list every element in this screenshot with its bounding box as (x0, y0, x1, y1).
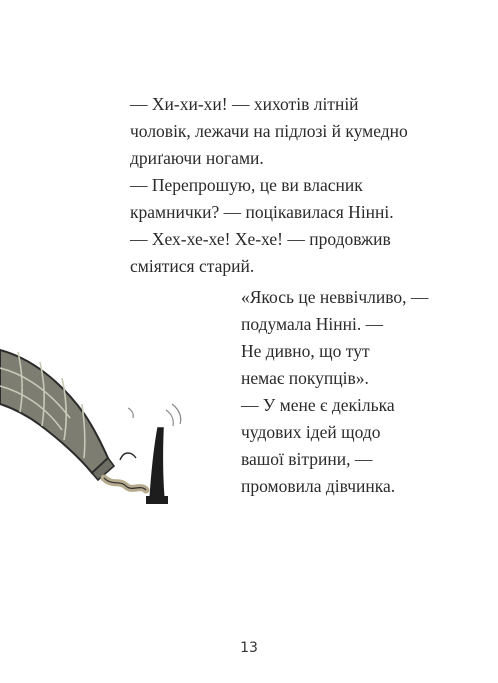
text-line: Не дивно, що тут (241, 341, 370, 361)
text-line: «Якось це неввічливо, — (241, 287, 429, 307)
page-number: 13 (240, 640, 258, 656)
text-line: подумала Нінні. — (241, 314, 384, 334)
text-line: промовила дівчинка. (241, 476, 396, 496)
trouser-leg (0, 350, 108, 473)
kicking-leg-illustration (0, 340, 200, 520)
shoe (150, 428, 164, 500)
text-line: крамнички? — поцікавилася Нінні. (130, 202, 394, 222)
text-block-2 (241, 284, 481, 500)
text-line: — Перепрошую, це ви власник (130, 175, 363, 195)
text-line: сміятися старий. (130, 256, 255, 276)
text-line: — У мене є декілька (241, 395, 395, 415)
text-line: дриґаючи ногами. (130, 148, 264, 168)
text-line: — Хех-хе-хе! Хе-хе! — продовжив (130, 229, 391, 249)
text-block-1 (130, 91, 480, 280)
text-line: немає покупців». (241, 368, 369, 388)
text-line: чоловік, лежачи на підлозі й кумедно (130, 121, 408, 141)
text-line: вашої вітрини, — (241, 449, 373, 469)
text-line: чудових ідей щодо (241, 422, 381, 442)
text-line: — Хи-хи-хи! — хихотів літній (130, 94, 359, 114)
